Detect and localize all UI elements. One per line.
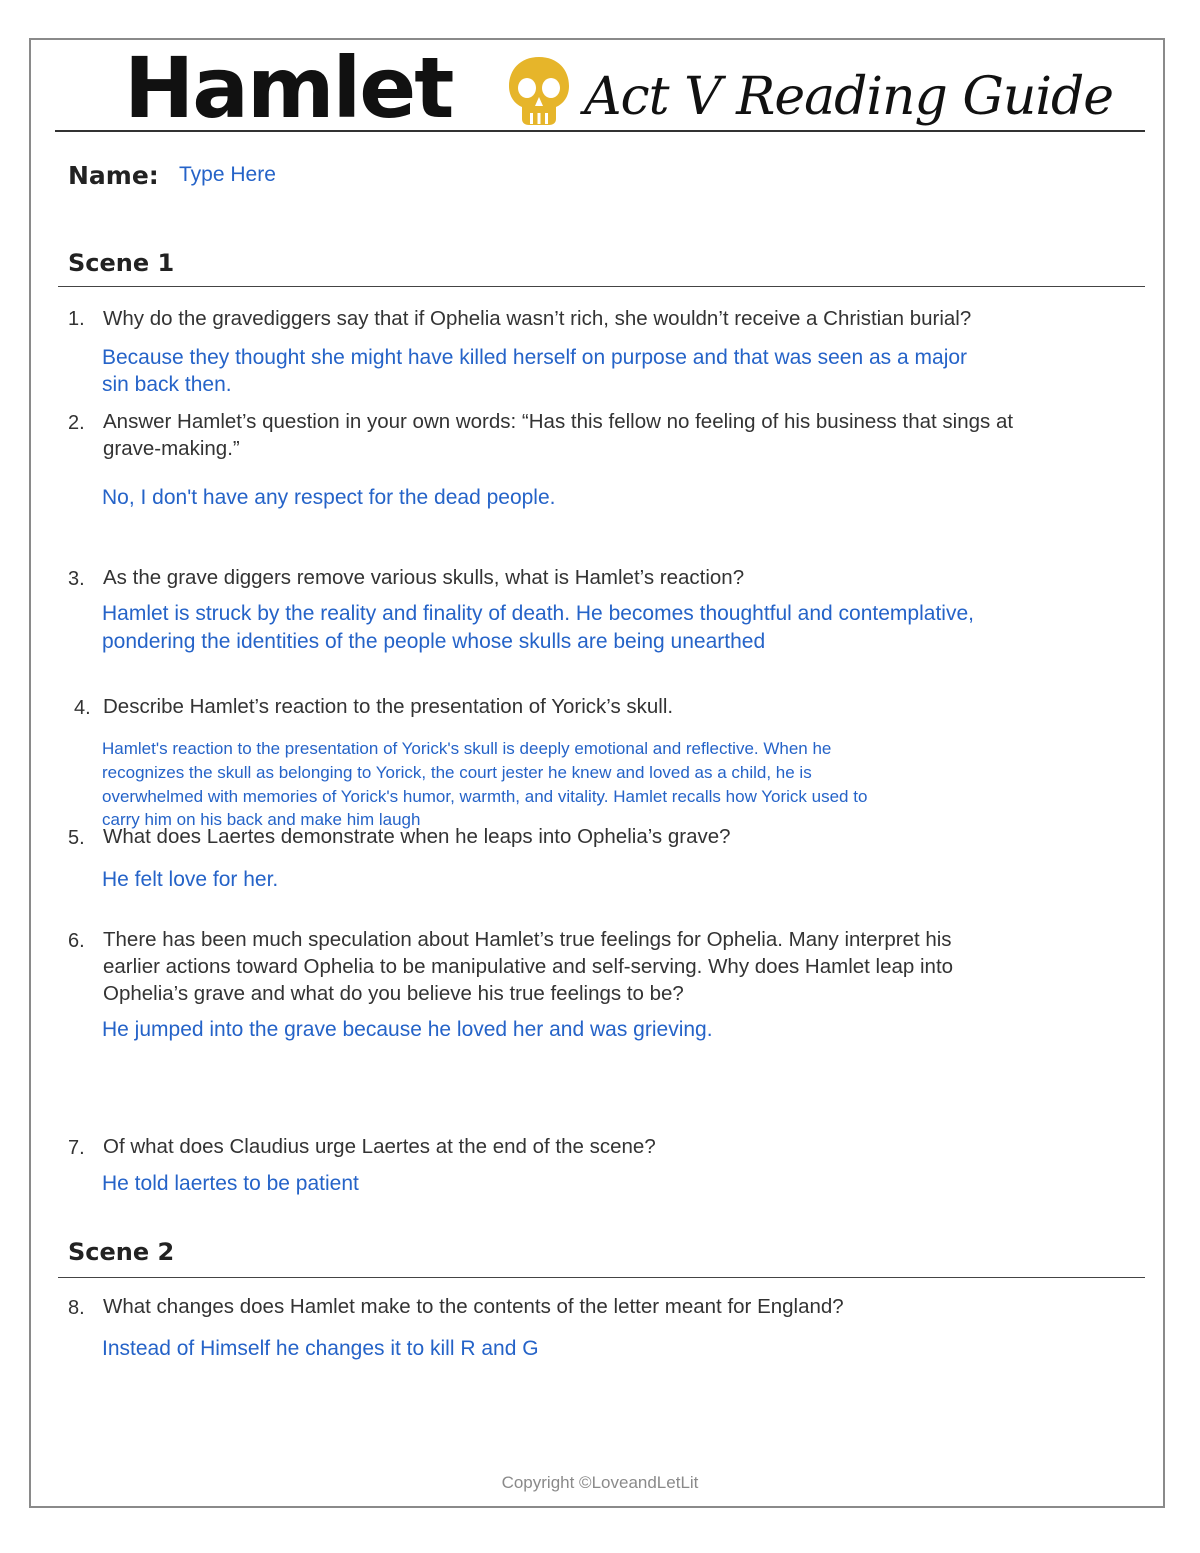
question-5-number: 5. (68, 827, 85, 849)
scene-2-divider (58, 1277, 1145, 1278)
question-8-text: What changes does Hamlet make to the contents of the letter meant for England? (103, 1295, 844, 1318)
answer-1-line-2[interactable]: sin back then. (102, 373, 232, 396)
answer-2[interactable]: No, I don't have any respect for the dead people. (102, 486, 556, 509)
answer-4-line-3[interactable]: overwhelmed with memories of Yorick's humor, warmth, and vitality. Hamlet recalls how Yorick used to (102, 787, 868, 806)
question-7-text: Of what does Claudius urge Laertes at the end of the scene? (103, 1135, 656, 1158)
worksheet-subtitle: Act V Reading Guide (584, 67, 1114, 127)
answer-4-line-4[interactable]: carry him on his back and make him laugh (102, 810, 421, 829)
scene-1-divider (58, 286, 1145, 287)
question-2-text-line-2: grave-making.” (103, 437, 240, 460)
question-5-text: What does Laertes demonstrate when he leaps into Ophelia’s grave? (103, 825, 731, 848)
question-1-text: Why do the gravediggers say that if Ophelia wasn’t rich, she wouldn’t receive a Christian burial? (103, 307, 972, 330)
question-6-text-line-2: earlier actions toward Ophelia to be manipulative and self-serving. Why does Hamlet leap into (103, 955, 954, 978)
question-6-text-line-3: Ophelia’s grave and what do you believe his true feelings to be? (103, 982, 684, 1005)
question-3-text: As the grave diggers remove various skulls, what is Hamlet’s reaction? (103, 566, 745, 589)
skull-icon (506, 55, 572, 127)
question-6-text-line-1: There has been much speculation about Hamlet’s true feelings for Ophelia. Many interpret his (103, 928, 952, 951)
question-2-number: 2. (68, 412, 85, 434)
name-input[interactable]: Type Here (179, 163, 276, 186)
question-6-number: 6. (68, 930, 85, 952)
scene-1-heading: Scene 1 (68, 249, 175, 277)
answer-5[interactable]: He felt love for her. (102, 868, 279, 891)
answer-4-line-1[interactable]: Hamlet's reaction to the presentation of Yorick's skull is deeply emotional and reflective. When he (102, 739, 832, 758)
name-label: Name: (68, 161, 159, 190)
question-1-number: 1. (68, 308, 85, 330)
question-3-number: 3. (68, 568, 85, 590)
question-8-number: 8. (68, 1297, 85, 1319)
answer-4-line-2[interactable]: recognizes the skull as belonging to Yorick, the court jester he knew and loved as a child, he is (102, 763, 812, 782)
header-divider (55, 130, 1145, 132)
answer-8[interactable]: Instead of Himself he changes it to kill R and G (102, 1337, 539, 1360)
worksheet-title: Hamlet (124, 39, 453, 137)
answer-6[interactable]: He jumped into the grave because he loved her and was grieving. (102, 1018, 713, 1041)
question-2-text-line-1: Answer Hamlet’s question in your own words: “Has this fellow no feeling of his business that sings at (103, 410, 1014, 433)
question-7-number: 7. (68, 1137, 85, 1159)
question-4-number: 4. (74, 697, 91, 719)
question-4-text: Describe Hamlet’s reaction to the presentation of Yorick’s skull. (103, 695, 674, 718)
answer-1-line-1[interactable]: Because they thought she might have killed herself on purpose and that was seen as a major (102, 346, 968, 369)
answer-3-line-2[interactable]: pondering the identities of the people whose skulls are being unearthed (102, 630, 766, 653)
scene-2-heading: Scene 2 (68, 1238, 175, 1266)
answer-3-line-1[interactable]: Hamlet is struck by the reality and finality of death. He becomes thoughtful and contemplative, (102, 602, 974, 625)
copyright-notice: Copyright ©LoveandLetLit (501, 1473, 699, 1492)
answer-7[interactable]: He told laertes to be patient (102, 1172, 359, 1195)
